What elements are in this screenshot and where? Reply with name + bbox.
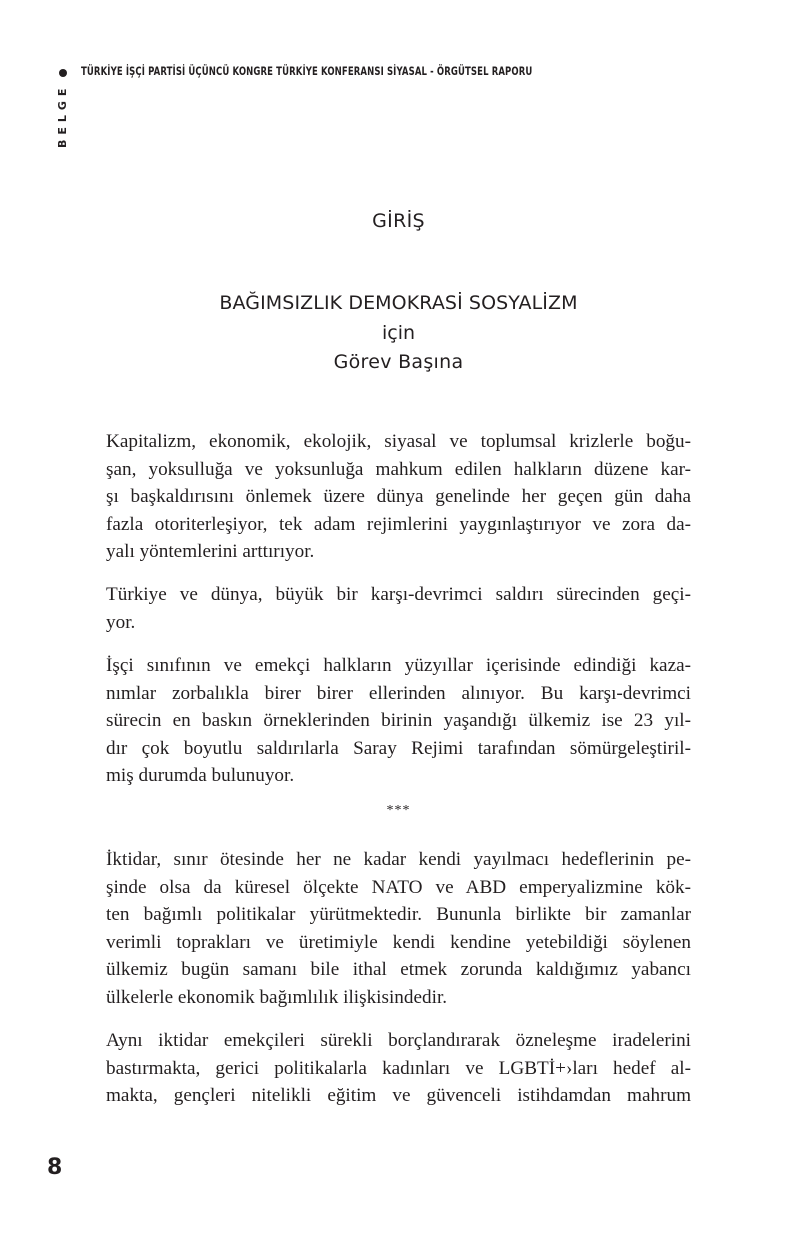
text-line: dır çok boyutlu saldırılarla Saray Rejimi tarafından sömürgeleştiril-	[106, 737, 691, 759]
text-line: şı başkaldırısını önlemek üzere dünya genelinde her geçen gün daha	[106, 486, 691, 507]
section-title: GİRİŞ	[372, 210, 425, 232]
text-line: Kapitalizm, ekonomik, ekolojik, siyasal ve toplumsal krizlerle boğu-	[106, 431, 691, 452]
text-line: ülkelerle ekonomik bağımlılık ilişkisindedir.	[106, 986, 448, 1008]
text-line: yalı yöntemlerini arttırıyor.	[106, 541, 315, 562]
text-line: İktidar, sınır ötesinde her ne kadar kendi yayılmacı hedeflerinin pe-	[106, 849, 691, 870]
text-line: ten bağımlı politikalar yürütmektedir. Bununla birlikte bir zamanlar	[106, 904, 691, 925]
text-line: makta, gençleri nitelikli eğitim ve güvenceli istihdamdan mahrum	[106, 1085, 691, 1106]
text-line: şinde olsa da küresel ölçekte NATO ve ABD emperyalizmine kök-	[106, 876, 691, 898]
text-line: bastırmakta, gerici politikalarla kadınları ve LGBTİ+›ları hedef al-	[106, 1057, 691, 1079]
text-line: verimli toprakları ve üretimiyle kendi kendine yetebildiği söylenen	[106, 931, 691, 953]
text-line: yor.	[106, 611, 136, 633]
text-line: ülkemiz bugün samanı bile ithal etmek zorunda kaldığımız yabancı	[106, 959, 691, 980]
text-line: fazla otoriterleşiyor, tek adam rejimlerini yaygınlaştırıyor ve zora da-	[106, 513, 691, 535]
paragraph-2	[106, 581, 691, 636]
subtitle-line-1: BAĞIMSIZLIK DEMOKRASİ SOSYALİZM	[219, 292, 578, 314]
text-line: İşçi sınıfının ve emekçi halkların yüzyıllar içerisinde edindiği kaza-	[106, 655, 691, 676]
text-line: miş durumda bulunuyor.	[106, 765, 295, 786]
text-line: sürecin en baskın örneklerinden birinin yaşandığı ülkemiz ise 23 yıl-	[106, 710, 691, 731]
paragraph-1	[106, 428, 691, 566]
subtitle-line-3: Görev Başına	[333, 351, 464, 373]
subtitle-line-2: için	[381, 322, 416, 344]
paragraph-3	[106, 652, 691, 790]
paragraph-4	[106, 846, 691, 1011]
page-number: 8	[47, 1155, 63, 1180]
side-section-tag: BELGE	[56, 83, 69, 148]
running-header-title: TÜRKİYE İŞÇİ PARTİSİ ÜÇÜNCÜ KONGRE TÜRKİYE KONFERANSI SİYASAL - ÖRGÜTSEL RAPORU	[81, 64, 533, 78]
text-line: şan, yoksulluğa ve yoksunluğa mahkum edilen halkların düzene kar-	[106, 458, 691, 480]
header-bullet-icon	[59, 69, 67, 77]
text-line: nımlar zorbalıkla birer birer ellerinden alınıyor. Bu karşı-devrimci	[106, 682, 691, 704]
text-line: Türkiye ve dünya, büyük bir karşı-devrimci saldırı sürecinden geçi-	[106, 584, 691, 605]
paragraph-5	[106, 1027, 691, 1110]
section-separator: ***	[386, 803, 411, 818]
text-line: Aynı iktidar emekçileri sürekli borçlandırarak özneleşme iradelerini	[106, 1030, 691, 1051]
